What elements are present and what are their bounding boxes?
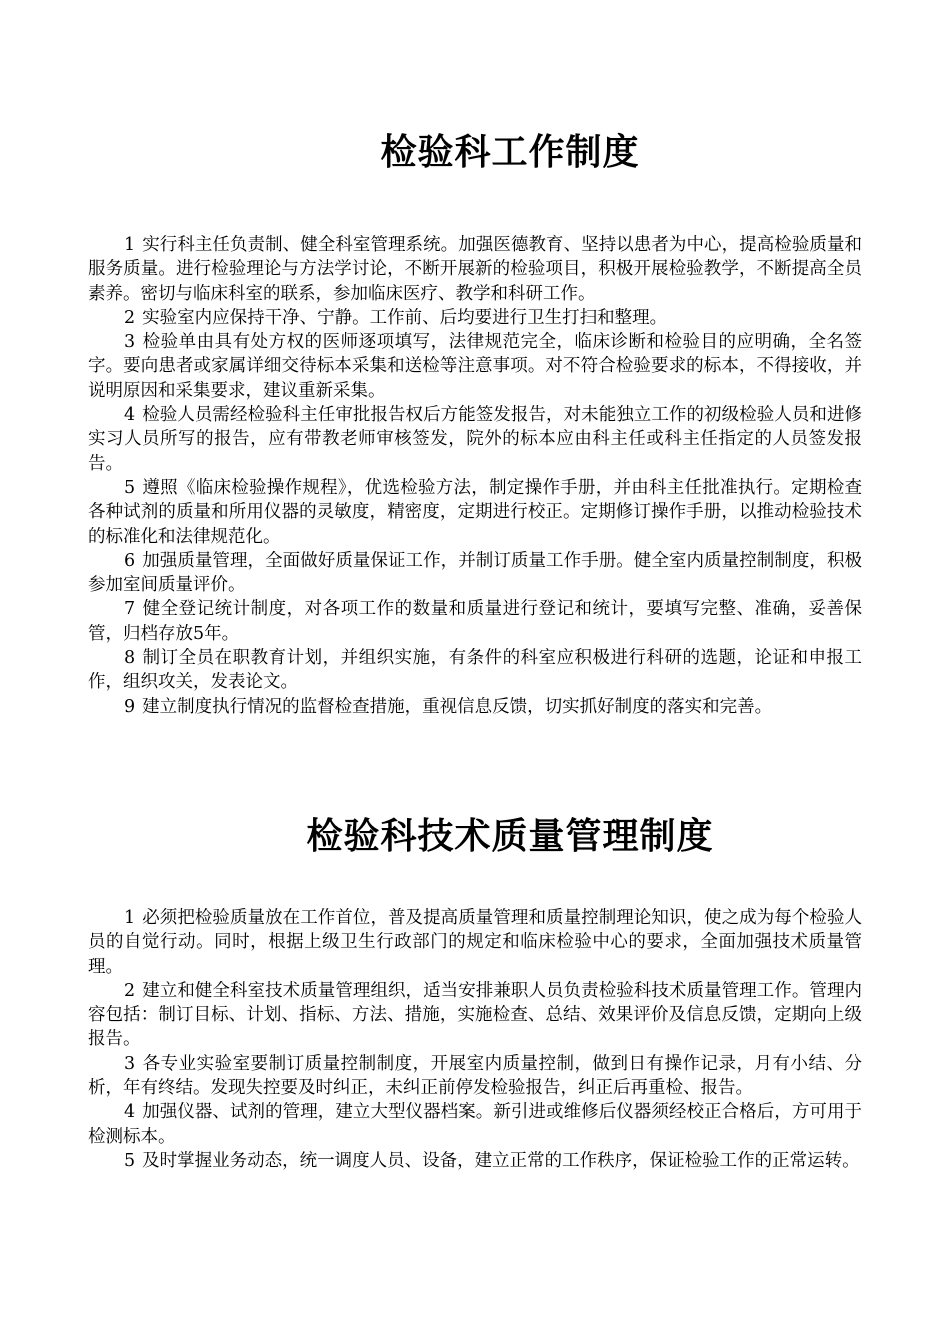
clause [88,646,862,695]
clause [88,306,862,330]
clause-text: 各专业实验室要制订质量控制制度，开展室内质量控制，做到日有操作记录，月有小结、分析，年有终结。发现失控要及时纠正，未纠正前停发检验报告，纠正后再重检、报告。 [88,1053,862,1099]
clause-number: 1 [124,235,136,255]
clause-text: 建立制度执行情况的监督检查措施，重视信息反馈，切实抓好制度的落实和完善。 [142,696,773,717]
clause [88,695,862,719]
clause [88,403,862,476]
clause-number: 2 [124,307,136,328]
page-title: 检验科技术质量管理制度 [306,815,714,857]
clause [88,476,862,549]
clause [88,979,862,1052]
clause-text: 建立和健全科室技术质量管理组织，适当安排兼职人员负责检验科技术质量管理工作。管理内容包括：制订目标、计划、指标、方法、措施，实施检查、总结、效果评价及信息反馈，定期向上级报告。 [88,980,862,1050]
clause-number: 4 [124,1102,136,1123]
work-rules-section [88,128,862,719]
clause-number: 3 [124,1053,136,1074]
clause-text: 加强仪器、试剂的管理，建立大型仪器档案。新引进或维修后仪器须经校正合格后，方可用于检测标本。 [88,1102,862,1147]
clause-number: 2 [124,980,136,1001]
clause [88,549,862,598]
clause-number: 8 [124,648,136,669]
clause-number: 5 [124,1150,136,1171]
clause [88,1100,862,1149]
clause [88,330,862,403]
clause-number: 7 [124,599,136,620]
page-title: 检验科工作制度 [380,131,640,173]
clause-text: 及时掌握业务动态，统一调度人员、设备，建立正常的工作秩序，保证检验工作的正常运转。 [142,1150,860,1171]
clause-list [88,233,862,719]
clause-text: 必须把检验质量放在工作首位，普及提高质量管理和质量控制理论知识，使之成为每个检验人员的自觉行动。同时，根据上级卫生行政部门的规定和临床检验中心的要求，全面加强技术质量管理。 [88,908,862,977]
quality-rules-section [88,812,862,1173]
clause [88,1149,862,1173]
clause-text: 遵照《临床检验操作规程》，优选检验方法，制定操作手册，并由科主任批准执行。定期检查各种试剂的质量和所用仪器的灵敏度，精密度，定期进行校正。定期修订操作手册，以推动检验技术的标准化和法律规范化。 [88,477,862,547]
clause-number: 5 [124,477,136,498]
clause [88,906,862,979]
clause [88,233,862,306]
clause-number: 3 [124,332,136,353]
clause-number: 9 [124,696,136,717]
clause-number: 4 [124,405,136,426]
clause-text: 检验单由具有处方权的医师逐项填写，法律规范完全，临床诊断和检验目的应明确，全名签字。要向患者或家属详细交待标本采集和送检等注意事项。对不符合检验要求的标本，不得接收，并说明原因和采集要求，建议重新采集。 [88,332,862,401]
clause-list [88,906,862,1173]
clause-text: 加强质量管理，全面做好质量保证工作，并制订质量工作手册。健全室内质量控制制度，积极参加室间质量评价。 [88,550,862,596]
clause-number: 1 [124,908,136,928]
clause-number: 6 [124,550,136,571]
clause [88,1052,862,1101]
clause-text: 制订全员在职教育计划，并组织实施，有条件的科室应积极进行科研的选题，论证和申报工作，组织攻关，发表论文。 [88,648,862,693]
clause-text: 检验人员需经检验科主任审批报告权后方能签发报告，对未能独立工作的初级检验人员和进修实习人员所写的报告，应有带教老师审核签发，院外的标本应由科主任或科主任指定的人员签发报告。 [88,405,862,474]
clause-text: 实行科主任负责制、健全科室管理系统。加强医德教育、坚持以患者为中心，提高检验质量和服务质量。进行检验理论与方法学讨论，不断开展新的检验项目，积极开展检验教学，不断提高全员素养。密切与临床科室的联系，参加临床医疗、教学和科研工作。 [88,235,862,304]
clause [88,597,862,646]
clause-text: 健全登记统计制度，对各项工作的数量和质量进行登记和统计，要填写完整、准确，妥善保管，归档存放5年。 [88,599,862,644]
clause-text: 实验室内应保持干净、宁静。工作前、后均要进行卫生打扫和整理。 [142,307,668,328]
